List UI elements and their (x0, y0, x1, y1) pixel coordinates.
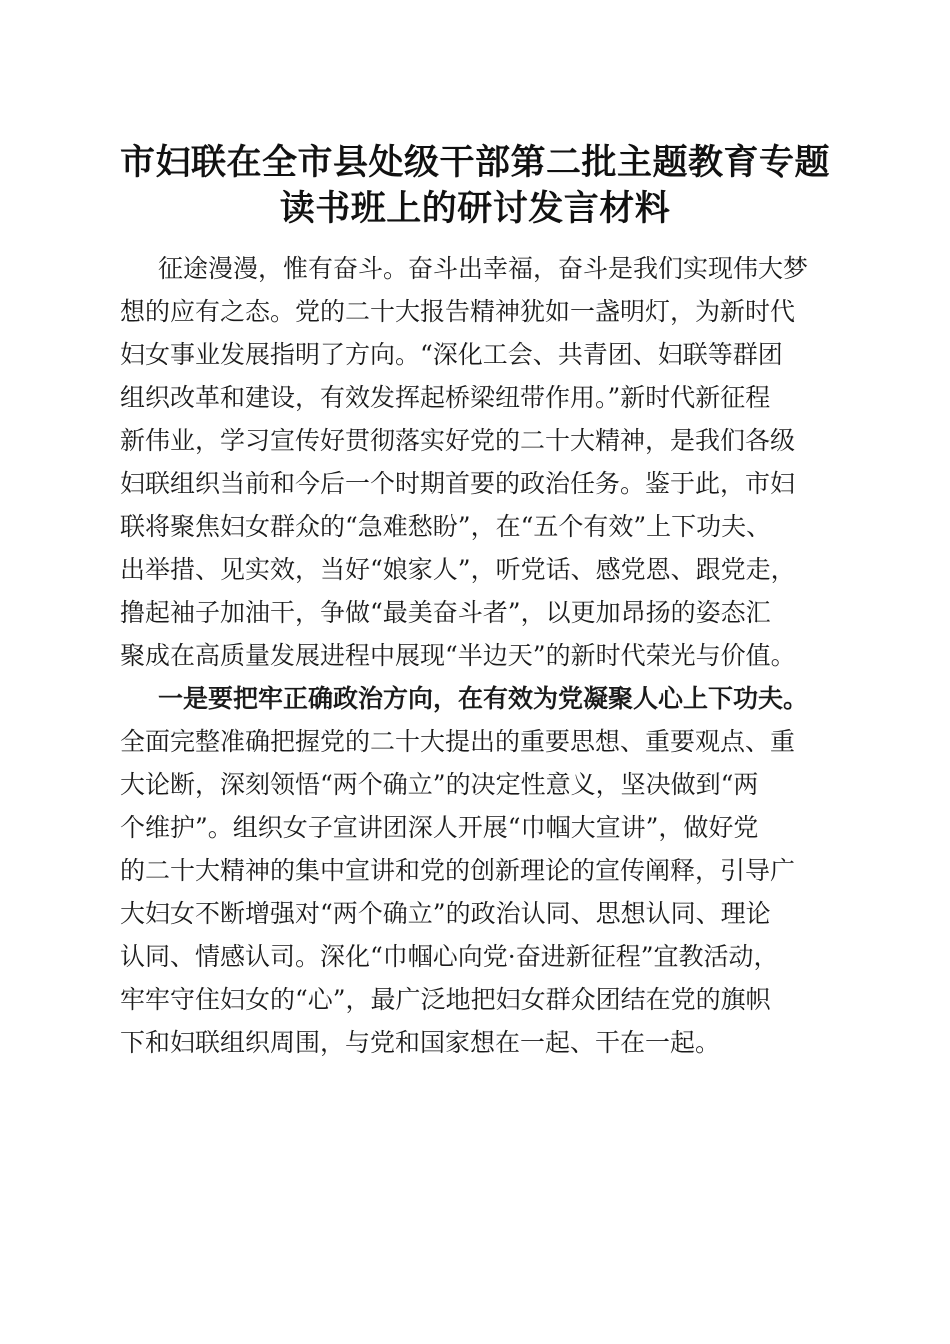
paragraph-2-line: 大妇女不断增强对“两个确立”的政治认同、思想认同、理论 (120, 899, 771, 928)
paragraph-2-line: 认同、情感认司。深化“巾帼心向党·奋进新征程”宜教活动， (120, 942, 779, 971)
paragraph-2-line: 牢牢守住妇女的“心”，最广泛地把妇女群众团结在党的旗帜 (120, 985, 771, 1014)
title-line-2: 读书班上的研讨发言材料 (279, 188, 671, 229)
paragraph-2-line: 下和妇联组织周围，与党和国家想在一起、干在一起。 (120, 1028, 721, 1057)
paragraph-1-line: 聚成在高质量发展进程中展现“半边天”的新时代荣光与价值。 (120, 641, 796, 670)
paragraph-1-line: 出举措、见实效，当好“娘家人”，听党话、感党恩、跟党走， (120, 555, 796, 584)
title-line-1: 市妇联在全市县处级干部第二批主题教育专题 (119, 142, 830, 183)
paragraph-2-line: 的二十大精神的集中宣讲和党的创新理论的宣传阐释，引导广 (120, 856, 796, 885)
document-body (120, 247, 840, 1064)
paragraph-1 (120, 247, 840, 677)
paragraph-1-line: 征途漫漫，惟有奋斗。奋斗出幸福，奋斗是我们实现伟大梦 (158, 254, 809, 283)
paragraph-2-line: 全面完整准确把握党的二十大提出的重要思想、重要观点、重 (120, 727, 796, 756)
paragraph-1-line: 联将聚焦妇女群众的“急难愁盼”，在“五个有效”上下功夫、 (120, 512, 772, 541)
document-title (100, 140, 850, 232)
paragraph-1-line: 撸起袖子加油干，争做“最美奋斗者”，以更加昂扬的姿态汇 (120, 598, 771, 627)
paragraph-1-line: 新伟业，学习宣传好贯彻落实好党的二十大精神，是我们各级 (120, 426, 796, 455)
paragraph-1-line: 组织改革和建设，有效发挥起桥梁纽带作用。”新时代新征程 (120, 383, 771, 412)
paragraph-1-line: 妇联组织当前和今后一个时期首要的政治任务。鉴于此，市妇 (120, 469, 796, 498)
paragraph-1-line: 妇女事业发展指明了方向。“深化工会、共青团、妇联等群团 (120, 340, 783, 369)
paragraph-1-line: 想的应有之态。党的二十大报告精神犹如一盏明灯，为新时代 (120, 297, 796, 326)
paragraph-2-line: 个维护”。组织女子宣讲团深人开展“巾帼大宣讲”，做好党 (120, 813, 759, 842)
paragraph-2 (120, 677, 840, 1064)
paragraph-2-heading: 一是要把牢正确政治方向，在有效为党凝聚人心上下功夫。 (158, 684, 809, 713)
paragraph-2-line: 大论断，深刻领悟“两个确立”的决定性意义，坚决做到“两 (120, 770, 759, 799)
